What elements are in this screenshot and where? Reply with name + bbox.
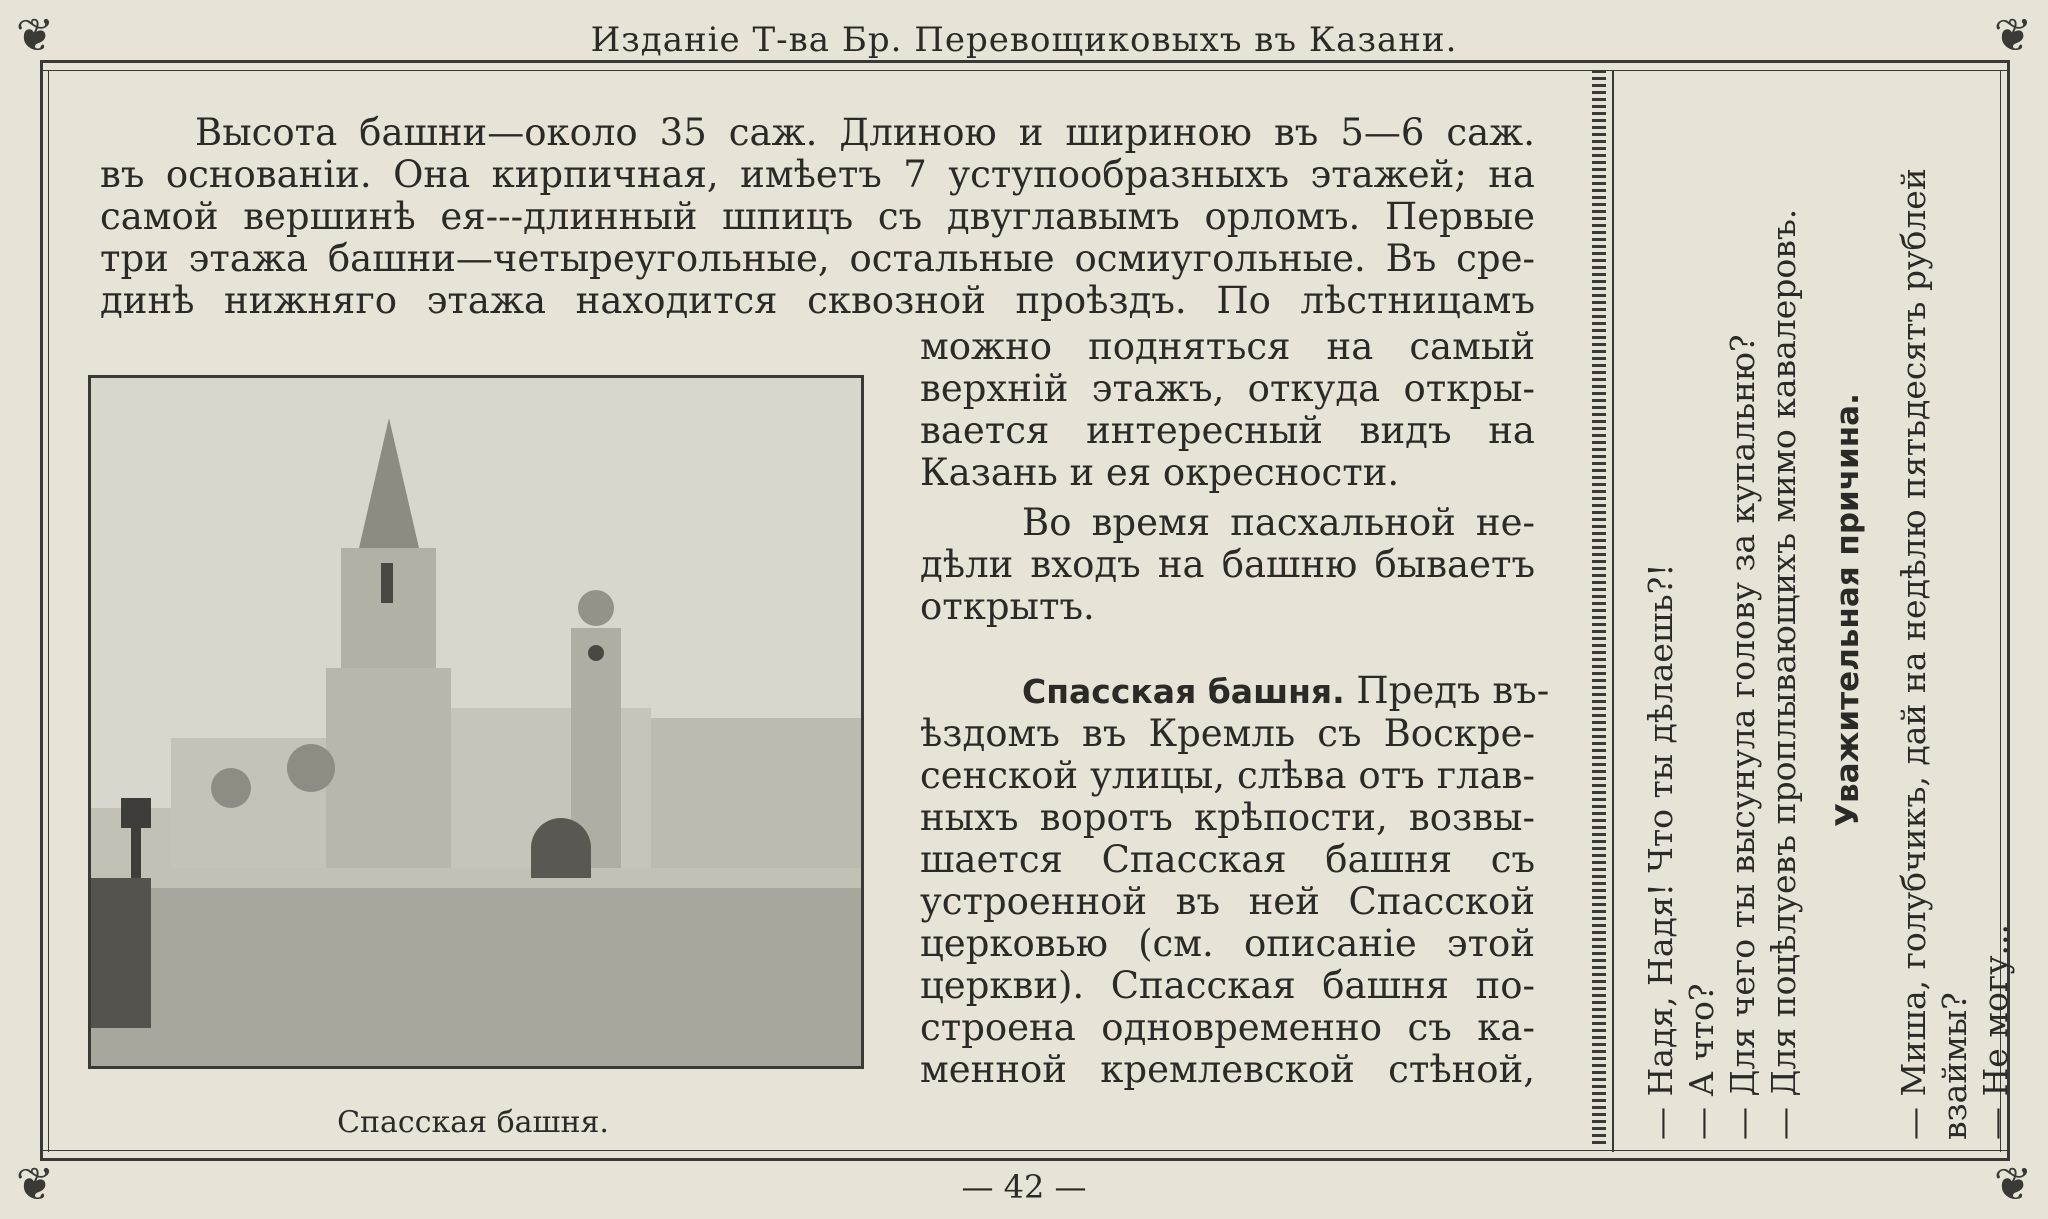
text-line: Высота башни—около 35 саж. Длиною и шириною въ 5—6 саж. [195,111,1535,154]
corner-ornament-icon: ❦ [1993,1157,2033,1211]
text-line: ѣздомъ въ Кремль съ Воскре- [920,712,1535,755]
text-line: Казань и ея окресности. [920,451,1400,494]
text-line: шается Спасская башня съ [920,838,1535,881]
corner-ornament-icon: ❦ [15,8,55,62]
text-line: самой вершинѣ ея---длинный шпицъ съ двуглавымъ орломъ. Первые [100,195,1535,238]
paragraph-top [100,112,1535,322]
joke-line: взаймы? [1935,992,1974,1140]
frame-left-line [40,60,43,1160]
text-line: строена одновременно съ ка- [920,1006,1535,1049]
corner-ornament-icon: ❦ [15,1157,55,1211]
joke-line: — Миша, голубчикъ, дай на недѣлю пятьдесятъ рублей [1894,168,1933,1140]
spacer [1804,80,1828,1140]
frame-bottom-line [40,1158,2010,1161]
page-header: Изданіе Т-ва Бр. Перевощиковыхъ въ Казани. [590,20,1458,60]
joke-heading: Уважительная причина. [1830,393,1866,827]
text-fragment: Предъ въ- [1356,669,1550,712]
text-line: ныхъ воротъ крѣпости, возвы- [920,796,1535,839]
text-line: верхній этажъ, откуда откры- [920,367,1535,410]
joke-line: — Для поцѣлуевъ проплывающихъ мимо кавалеровъ. [1764,208,1803,1140]
text-line: устроенной въ ней Спасской [920,880,1535,923]
text-line: три этажа башни—четыреугольные, остальные осмиугольные. Въ сре- [100,237,1535,280]
text-line: открытъ. [920,585,1095,628]
text-line: динѣ нижняго этажа находится сквозной проѣздъ. По лѣстницамъ [100,279,1535,322]
frame-top-line-inner [40,70,2010,71]
section-heading: Спасская башня. [1022,672,1345,711]
joke-line: — Для чего ты высунула голову за купальню? [1723,334,1762,1140]
paragraph-right-3 [920,669,1550,1091]
text-line: дѣли входъ на башню бываетъ [920,543,1535,586]
frame-bottom-line-inner [40,1150,2010,1151]
joke-line: — Не могу... [1976,924,2015,1140]
paragraph-right-2 [920,502,1535,628]
column-divider-line [1612,70,1614,1152]
photo-caption: Спасская башня. [337,1105,609,1140]
column-divider [1592,70,1606,1145]
spacer [1869,80,1893,1140]
corner-ornament-icon: ❦ [1993,8,2033,62]
text-line: вается интересный видъ на [920,409,1535,452]
joke-line: — Надя, Надя! Что ты дѣлаешь?! [1641,563,1680,1140]
paragraph-right-1 [920,326,1535,494]
sidebar-jokes [1640,80,2040,1140]
text-line: въ основаніи. Она кирпичная, имѣетъ 7 уступообразныхъ этажей; на [100,153,1535,196]
text-line: можно подняться на самый [920,325,1535,368]
tower-illustration [91,378,861,1066]
text-line: сенской улицы, слѣва отъ глав- [920,754,1535,797]
text-line: Во время пасхальной не- [1022,501,1535,544]
text-line [920,669,1550,713]
text-line: церкви). Спасская башня по- [920,964,1535,1007]
text-line: церковью (см. описаніе этой [920,922,1535,965]
page-number: — 42 — [961,1168,1087,1206]
text-line: менной кремлевской стѣной, [920,1048,1535,1091]
joke-line: — А что? [1682,983,1721,1140]
frame-left-line-inner [48,70,49,1152]
photo-spasskaya-tower [88,375,864,1069]
